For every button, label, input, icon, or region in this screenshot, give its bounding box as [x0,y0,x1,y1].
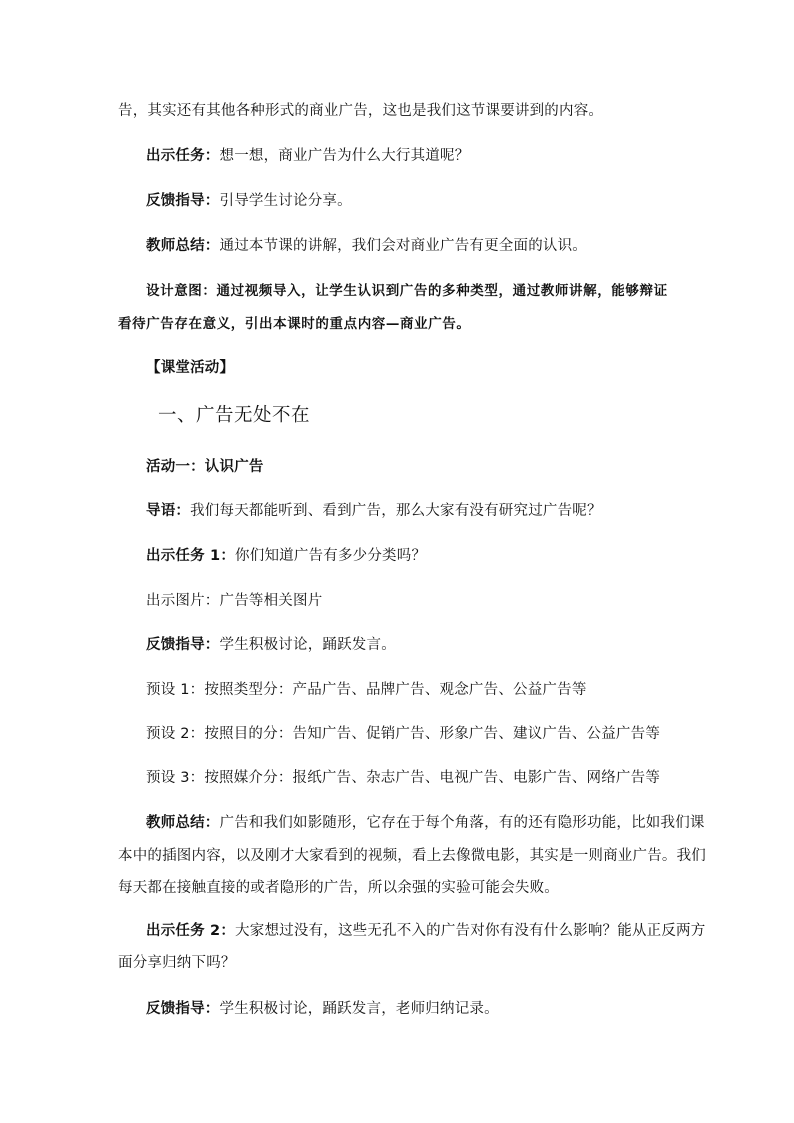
body-text: 我们每天都能听到、看到广告，那么大家有没有研究过广告呢？ [190,503,602,519]
feedback-line [146,999,499,1019]
body-text: 大家想过没有，这些无孔不入的广告对你有没有什么影响？能从正反两方 [235,923,706,939]
feedback-line [146,635,396,655]
design-intent-text: 看待广告存在意义，引出本课时的重点内容—商业广告。 [118,316,471,332]
body-text: 想一想，商业广告为什么大行其道呢？ [219,148,470,164]
label-summary: 教师总结： [146,815,220,831]
body-text: 本中的插图内容，以及刚才大家看到的视频，看上去像微电影，其实是一则商业广告。我们 [118,848,706,864]
section-heading-text: 一、广告无处不在 [158,405,311,426]
preset-line [146,680,587,700]
body-text: 每天都在接触直接的或者隐形的广告，所以余强的实验可能会失败。 [118,880,559,896]
design-intent-line [118,314,471,334]
intro-line [146,501,602,521]
body-text: 预设 2：按照目的分：告知广告、促销广告、形象广告、建议广告、公益广告等 [146,726,661,742]
paragraph-line [118,878,559,898]
body-text: 学生积极讨论，踊跃发言，老师归纳记录。 [219,1001,499,1017]
design-intent-text: 设计意图：通过视频导入，让学生认识到广告的多种类型，通过教师讲解，能够辩证 [146,283,668,299]
paragraph-line [118,101,603,121]
body-text: 广告和我们如影随形，它存在于每个角落，有的还有隐形功能，比如我们课 [219,815,705,831]
body-text: 预设 3：按照媒介分：报纸广告、杂志广告、电视广告、电影广告、网络广告等 [146,770,661,786]
task-line [146,146,469,166]
label-task: 出示任务 2： [146,923,236,939]
paragraph-line [146,591,322,611]
paragraph-line [118,953,236,973]
body-text: 你们知道广告有多少分类吗？ [235,548,427,564]
label-task: 出示任务： [146,148,220,164]
body-text: 告，其实还有其他各种形式的商业广告，这也是我们这节课要讲到的内容。 [118,103,604,119]
body-text: 学生积极讨论，踊跃发言。 [219,637,396,653]
design-intent-line [146,281,668,301]
body-text: 面分享归纳下吗？ [118,955,236,971]
label-feedback: 反馈指导： [146,637,220,653]
activity-title [146,457,264,477]
label-summary: 教师总结： [146,238,220,254]
summary-line [146,236,587,256]
section-label-text: 【课堂活动】 [146,360,235,376]
label-feedback: 反馈指导： [146,193,220,209]
label-intro: 导语： [146,503,191,519]
task-line [146,921,705,941]
activity-title-text: 活动一：认识广告 [146,459,264,475]
body-text: 出示图片：广告等相关图片 [146,593,323,609]
label-feedback: 反馈指导： [146,1001,220,1017]
preset-line [146,724,660,744]
summary-line [146,813,705,833]
feedback-line [146,191,352,211]
section-label [146,358,234,378]
body-text: 引导学生讨论分享。 [219,193,352,209]
section-heading [158,404,310,428]
body-text: 通过本节课的讲解，我们会对商业广告有更全面的认识。 [219,238,587,254]
label-task: 出示任务 1： [146,548,236,564]
paragraph-line [118,846,706,866]
body-text: 预设 1：按照类型分：产品广告、品牌广告、观念广告、公益广告等 [146,682,587,698]
preset-line [146,768,660,788]
task-line [146,546,426,566]
